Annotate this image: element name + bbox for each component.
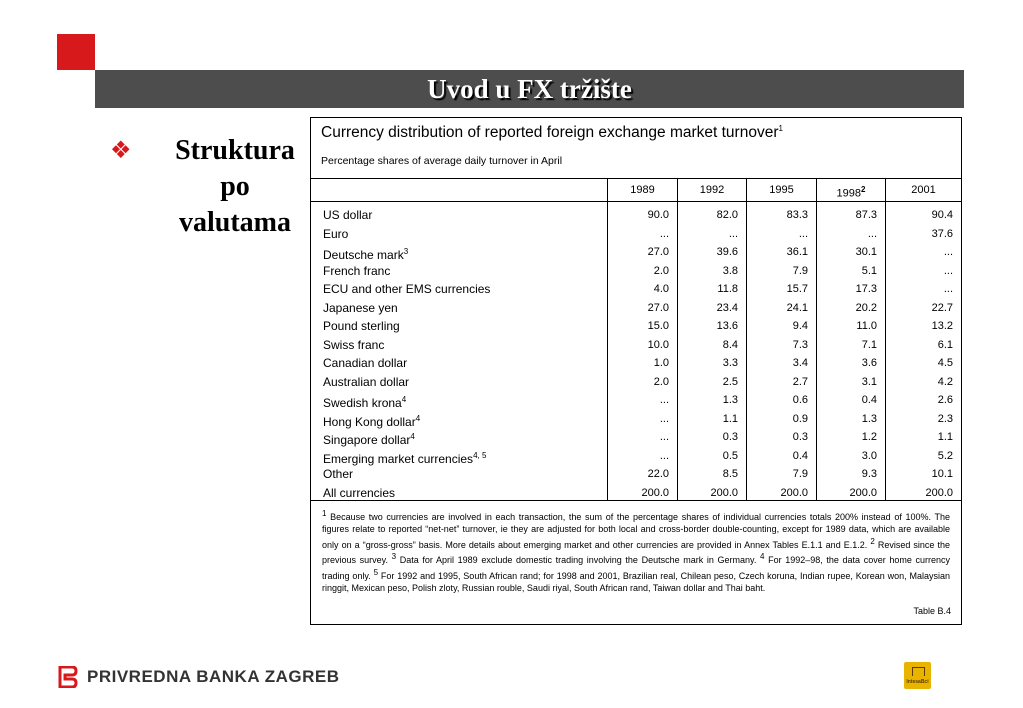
table-cell: 83.3 bbox=[786, 209, 808, 221]
table-cell: 200.0 bbox=[849, 486, 877, 499]
year-header-label: 1995 bbox=[769, 184, 794, 196]
table-cell: 8.5 bbox=[722, 468, 738, 480]
bank-name: PRIVREDNA BANKA ZAGREB bbox=[87, 667, 340, 686]
table-cell: 0.3 bbox=[792, 431, 808, 443]
row-label-text: French franc bbox=[323, 263, 391, 278]
table-cell: ... bbox=[943, 246, 953, 258]
table-cell: 1.1 bbox=[937, 431, 953, 443]
table-cell: 13.2 bbox=[931, 320, 953, 332]
table-reference: Table B.4 bbox=[913, 606, 951, 616]
row-label-text: Other bbox=[323, 467, 354, 481]
row-label-text: Deutsche mark bbox=[323, 248, 404, 262]
table-cell: 11.0 bbox=[856, 320, 877, 332]
table-cell: 17.3 bbox=[855, 283, 877, 295]
table-cell: 82.0 bbox=[716, 209, 738, 221]
pbz-logo bbox=[58, 666, 339, 688]
table-cell: 23.4 bbox=[716, 301, 738, 314]
table-cell: 7.9 bbox=[792, 264, 808, 277]
year-header-row bbox=[311, 178, 961, 202]
row-label-text: Euro bbox=[323, 226, 349, 241]
year-header-4 bbox=[885, 179, 961, 201]
table-cell: 200.0 bbox=[925, 486, 953, 499]
table-cell: 7.1 bbox=[861, 338, 877, 351]
side-label-line2: po bbox=[220, 171, 250, 202]
row-label bbox=[323, 299, 398, 318]
footnote-part: Data for April 1989 exclude domestic trading involving the Deutsche mark in Germany. bbox=[396, 555, 760, 566]
row-label-text: All currencies bbox=[323, 485, 396, 500]
table-row bbox=[311, 410, 961, 429]
table-cell: 3.6 bbox=[861, 357, 877, 369]
table-cell: ... bbox=[659, 449, 669, 462]
table-cell: 20.2 bbox=[855, 301, 877, 314]
year-header-3 bbox=[816, 179, 885, 201]
table-cell: 27.0 bbox=[647, 246, 669, 258]
table-row bbox=[311, 206, 961, 225]
table-cell: 30.1 bbox=[855, 246, 877, 258]
footnote-section bbox=[311, 500, 961, 616]
table-cell: 2.0 bbox=[653, 375, 669, 388]
table-row bbox=[311, 391, 961, 410]
table-cell: 3.1 bbox=[861, 375, 877, 388]
table-cell: 6.1 bbox=[937, 338, 953, 351]
row-label-text: Emerging market currencies bbox=[323, 451, 474, 466]
table-cell: ... bbox=[659, 394, 669, 406]
table-cell: 11.8 bbox=[717, 283, 738, 295]
table-cell: 8.4 bbox=[722, 338, 738, 351]
table-cell: 9.3 bbox=[861, 468, 877, 480]
table-cell: 200.0 bbox=[710, 486, 738, 499]
table-cell: 15.0 bbox=[647, 320, 669, 332]
red-accent-square bbox=[57, 34, 95, 70]
row-label bbox=[323, 225, 348, 244]
table-cell: ... bbox=[798, 227, 808, 240]
row-label-footnote: 4 bbox=[401, 395, 407, 404]
table-cell: 7.3 bbox=[792, 338, 808, 351]
table-cell: 2.6 bbox=[937, 394, 953, 406]
table-cell: 4.5 bbox=[937, 357, 953, 369]
table-cell: 10.1 bbox=[931, 468, 953, 480]
table-row bbox=[311, 317, 961, 336]
row-label bbox=[323, 317, 400, 336]
table-cell: 2.0 bbox=[653, 264, 669, 277]
table-cell: 22.7 bbox=[931, 301, 953, 314]
table-cell: 3.8 bbox=[722, 264, 738, 277]
table-cell: ... bbox=[728, 227, 738, 240]
table-cell: 4.2 bbox=[937, 375, 953, 388]
slide-title: Uvod u FX tržište bbox=[427, 74, 632, 104]
table-cell: 87.3 bbox=[855, 209, 877, 221]
table-cell: 0.5 bbox=[722, 449, 738, 462]
row-label-footnote: 4 bbox=[415, 413, 421, 423]
table-row bbox=[311, 299, 961, 318]
year-header-0 bbox=[607, 179, 677, 201]
table-cell: 24.1 bbox=[786, 301, 808, 314]
table-row bbox=[311, 243, 961, 262]
row-label-footnote: 3 bbox=[403, 247, 409, 256]
year-header-footnote: 2 bbox=[861, 185, 866, 194]
year-header-label: 1989 bbox=[630, 184, 655, 196]
table-body bbox=[311, 206, 961, 502]
currency-table bbox=[310, 117, 962, 625]
table-row bbox=[311, 354, 961, 373]
footnote-marker: 4 bbox=[760, 552, 765, 562]
table-cell: 90.0 bbox=[647, 209, 669, 221]
side-label bbox=[160, 133, 310, 241]
table-cell: 90.4 bbox=[931, 209, 953, 221]
year-header-label: 1992 bbox=[699, 184, 725, 196]
table-cell: 3.0 bbox=[861, 449, 877, 462]
row-label-text: US dollar bbox=[323, 208, 373, 222]
row-label-text: Swedish krona bbox=[323, 396, 402, 410]
row-label-text: ECU and other EMS currencies bbox=[323, 282, 491, 296]
table-cell: ... bbox=[659, 227, 669, 240]
row-label bbox=[323, 280, 490, 299]
table-cell: 27.0 bbox=[647, 301, 669, 314]
table-cell: 4.0 bbox=[653, 283, 669, 295]
year-header-label: 2001 bbox=[911, 184, 936, 196]
intesabci-logo bbox=[904, 662, 931, 689]
table-cell: ... bbox=[659, 412, 669, 425]
table-cell: 2.5 bbox=[722, 375, 738, 388]
table-cell: 3.4 bbox=[792, 357, 808, 369]
table-cell: 5.1 bbox=[861, 264, 877, 277]
pbz-logo-icon bbox=[58, 666, 78, 688]
table-cell: 200.0 bbox=[780, 486, 808, 499]
table-row bbox=[311, 428, 961, 447]
side-label-line3: valutama bbox=[179, 207, 291, 238]
table-cell: 1.1 bbox=[722, 412, 738, 425]
footnote-marker: 5 bbox=[373, 567, 379, 577]
table-cell: 36.1 bbox=[786, 246, 808, 258]
table-cell: 13.6 bbox=[716, 320, 738, 332]
table-cell: 37.6 bbox=[931, 227, 953, 240]
table-cell: 0.6 bbox=[792, 394, 808, 406]
row-label-text: Pound sterling bbox=[323, 319, 400, 333]
title-bar bbox=[95, 70, 964, 108]
table-cell: 200.0 bbox=[641, 486, 669, 499]
row-label-text: Canadian dollar bbox=[323, 356, 408, 370]
table-row bbox=[311, 280, 961, 299]
footnote-marker: 2 bbox=[870, 536, 875, 546]
table-cell: 0.4 bbox=[861, 394, 877, 406]
row-label bbox=[323, 206, 372, 225]
table-row bbox=[311, 336, 961, 355]
table-cell: 2.7 bbox=[792, 375, 808, 388]
row-label-text: Swiss franc bbox=[323, 337, 385, 352]
table-cell: 5.2 bbox=[937, 449, 953, 462]
table-cell: 0.3 bbox=[722, 431, 738, 443]
table-cell: ... bbox=[659, 431, 669, 443]
footnote-marker: 3 bbox=[391, 552, 397, 562]
row-label bbox=[323, 373, 409, 392]
year-header-1 bbox=[677, 179, 746, 201]
row-label-text: Australian dollar bbox=[323, 374, 410, 389]
table-cell: 22.0 bbox=[647, 468, 669, 480]
row-label bbox=[323, 465, 353, 484]
diamond-bullet-icon: ❖ bbox=[110, 137, 132, 164]
table-cell: 7.9 bbox=[792, 468, 808, 480]
table-cell: ... bbox=[867, 227, 877, 240]
table-cell: 0.9 bbox=[792, 412, 808, 425]
row-label-text: Singapore dollar bbox=[323, 433, 411, 447]
table-row bbox=[311, 465, 961, 484]
table-cell: 1.2 bbox=[861, 431, 877, 443]
year-header-2 bbox=[746, 179, 816, 201]
table-cell: 1.0 bbox=[653, 357, 669, 369]
table-cell: 1.3 bbox=[861, 412, 877, 425]
table-row bbox=[311, 447, 961, 466]
footnote-part: Revised since the previous survey. bbox=[322, 539, 950, 566]
row-label bbox=[323, 262, 390, 281]
footnote-part: For 1992–98, the data cover home currency trading only. bbox=[322, 555, 951, 581]
footnote-text bbox=[322, 508, 950, 594]
row-label-text: Hong Kong dollar bbox=[323, 414, 416, 429]
table-cell: 15.7 bbox=[786, 283, 808, 295]
table-title-text: Currency distribution of reported foreign exchange market turnover bbox=[321, 124, 779, 142]
year-header-label: 1998 bbox=[836, 187, 862, 200]
side-label-line1: Struktura bbox=[175, 135, 295, 166]
table-cell: 39.6 bbox=[716, 246, 738, 258]
intesabci-mark-icon bbox=[912, 667, 925, 676]
table-cell: 0.4 bbox=[792, 449, 808, 462]
table-title bbox=[321, 124, 783, 142]
row-label bbox=[323, 336, 384, 355]
row-label-text: Japanese yen bbox=[323, 300, 398, 315]
table-cell: 1.3 bbox=[722, 394, 738, 406]
row-label-footnote: 4 bbox=[410, 432, 415, 441]
table-cell: ... bbox=[943, 264, 953, 277]
table-cell: 2.3 bbox=[937, 412, 953, 425]
table-subtitle: Percentage shares of average daily turnover in April bbox=[321, 155, 563, 167]
table-row bbox=[311, 225, 961, 244]
row-label-footnote: 4, 5 bbox=[473, 450, 487, 460]
table-row bbox=[311, 262, 961, 281]
footnote-part: For 1992 and 1995, South African rand; for 1998 and 2001, Brazilian real, Chilean peso, Czech koruna, Indian rupee, Korean won, Malaysian ringgit, Mexican peso, Polish zloty, Russian rouble, Saudi riyal, South African rand, Taiwan dollar and Thai baht. bbox=[322, 570, 950, 594]
row-label bbox=[323, 354, 407, 373]
table-title-footnote: 1 bbox=[778, 124, 783, 133]
table-cell: ... bbox=[943, 283, 953, 295]
intesabci-logo-text: IntesaBci bbox=[906, 679, 929, 685]
footnote-marker: 1 bbox=[322, 509, 327, 518]
footnote-part: Because two currencies are involved in each transaction, the sum of the percentage shares of individual currencies totals 200% instead of 100%. The figures relate to reported “net-net” turnover, ie they are adjusted for both local and cross-border double-counting, except for 1989 data, which are available only on a “gross-gross” basis. More details about emerging market and other currencies are provided in Annex Tables E.1.1 and E.1.2. bbox=[322, 512, 950, 550]
table-cell: 10.0 bbox=[647, 338, 669, 351]
table-cell: 9.4 bbox=[792, 320, 808, 332]
table-cell: 3.3 bbox=[722, 357, 738, 369]
table-row bbox=[311, 373, 961, 392]
